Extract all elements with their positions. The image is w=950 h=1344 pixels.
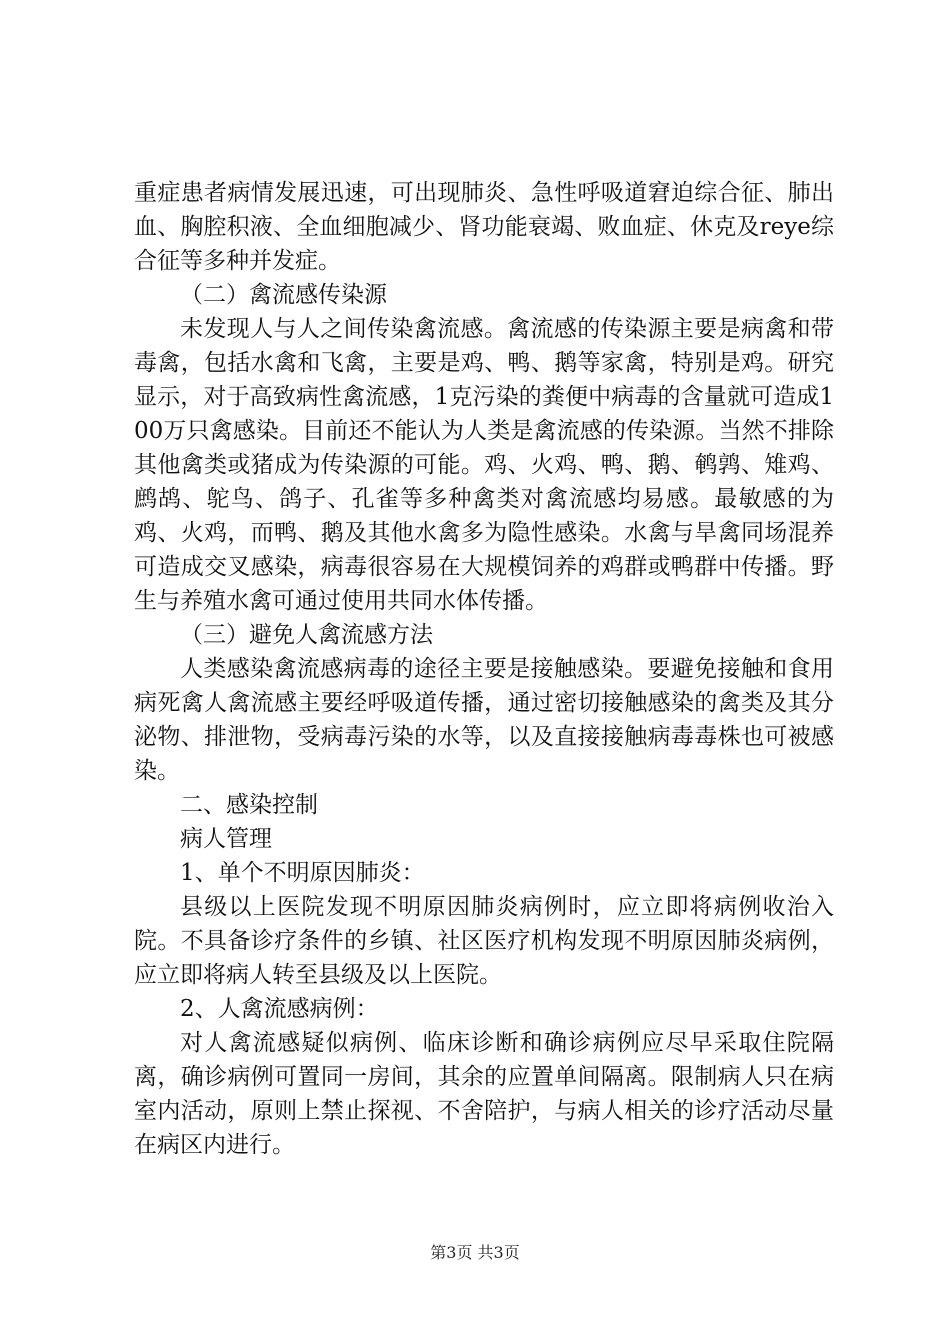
page-footer: 第3页 共3页 — [430, 1243, 520, 1262]
paragraph-infection-source: 未发现人与人之间传染禽流感。禽流感的传染源主要是病禽和带毒禽，包括水禽和飞禽，主要是鸡、鸭、鹅等家禽，特别是鸡。研究显示，对于高致病性禽流感，1克污染的粪便中病毒的含量就可造成100万只禽感染。目前还不能认为人类是禽流感的传染源。当然不排除其他禽类或猪成为传染源的可能。鸡、火鸡、鸭、鹅、鹌鹑、雉鸡、鹧鸪、鸵鸟、鸽子、孔雀等多种禽类对禽流感均易感。最敏感的为鸡、火鸡，而鸭、鹅及其他水禽多为隐性感染。水禽与旱禽同场混养可造成交叉感染，病毒很容易在大规模饲养的鸡群或鸭群中传播。野生与养殖水禽可通过使用共同水体传播。 — [134, 316, 834, 614]
heading-avian-flu-cases: 2、人禽流感病例： — [180, 996, 379, 1022]
heading-infection-source: （二）禽流感传染源 — [180, 282, 387, 308]
document-body — [134, 176, 834, 1162]
paragraph-unexplained-pneumonia: 县级以上医院发现不明原因肺炎病例时，应立即将病例收治入院。不具备诊疗条件的乡镇、社区医疗机构发现不明原因肺炎病例，应立即将病人转至县级及以上医院。 — [134, 894, 834, 988]
heading-infection-control: 二、感染控制 — [180, 792, 318, 818]
heading-unexplained-pneumonia: 1、单个不明原因肺炎： — [180, 860, 425, 886]
heading-prevention: （三）避免人禽流感方法 — [180, 622, 433, 648]
heading-patient-management: 病人管理 — [180, 826, 272, 852]
paragraph-complications: 重症患者病情发展迅速，可出现肺炎、急性呼吸道窘迫综合征、肺出血、胸腔积液、全血细胞减少、肾功能衰竭、败血症、休克及reye综合征等多种并发症。 — [134, 180, 834, 274]
paragraph-prevention: 人类感染禽流感病毒的途径主要是接触感染。要避免接触和食用病死禽人禽流感主要经呼吸道传播，通过密切接触感染的禽类及其分泌物、排泄物，受病毒污染的水等，以及直接接触病毒毒株也可被感染。 — [134, 656, 834, 784]
paragraph-avian-flu-cases: 对人禽流感疑似病例、临床诊断和确诊病例应尽早采取住院隔离，确诊病例可置同一房间，其余的应置单间隔离。限制病人只在病室内活动，原则上禁止探视、不舍陪护，与病人相关的诊疗活动尽量在病区内进行。 — [134, 1030, 834, 1158]
